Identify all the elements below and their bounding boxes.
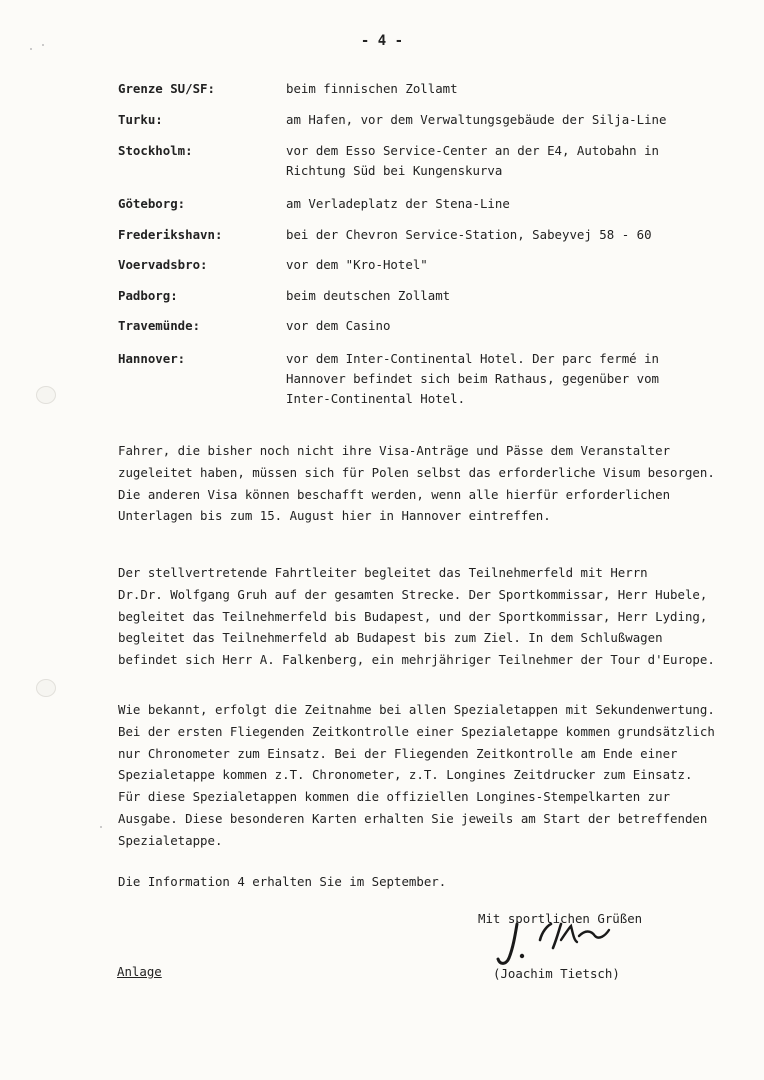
page-number: - 4 - (360, 33, 404, 49)
paragraph-officials: Der stellvertretende Fahrtleiter begleitet das Teilnehmerfeld mit Herrn Dr.Dr. Wolfgang Gruh auf der gesamten Strecke. Der Sportkommissar, Herr Hubele, begleitet das Teilnehmerfeld bis Budapest, und der Sportkommissar, Herr Lyding, begleitet das Teilnehmerfeld ab Budapest bis zum Ziel. In dem Schlußwagen befindet sich Herr A. Falkenberg, ein mehrjähriger Teilnehmer der Tour d'Europe. (118, 565, 715, 668)
place-name: Stockholm: (118, 143, 193, 158)
location-row (118, 286, 738, 306)
place-name: Padborg: (118, 288, 178, 303)
paragraph-timing: Wie bekannt, erfolgt die Zeitnahme bei allen Spezialetappen mit Sekundenwertung. Bei der ersten Fliegenden Zeitkontrolle einer Spezialetappe kommen grundsätzlich nur Chronometer zum Einsatz. Bei der Fliegenden Zeitkontrolle am Ende einer Spezialetappe kommen z.T. Chronometer, z.T. Longines Zeitdrucker zum Einsatz. Für diese Spezialetappen kommen die offiziellen Longines-Stempelkarten zur Ausgabe. Diese besonderen Karten erhalten Sie jeweils am Start der betreffenden Spezialetappe. (118, 702, 715, 848)
place-location: vor dem Esso Service-Center an der E4, Autobahn in Richtung Süd bei Kungenskurva (286, 143, 659, 178)
place-name: Voervadsbro: (118, 257, 208, 272)
place-location: am Verladeplatz der Stena-Line (286, 196, 510, 211)
place-location: vor dem "Kro-Hotel" (286, 257, 428, 272)
closing-greeting: Mit sportlichen Grüßen (478, 911, 643, 926)
location-row (118, 141, 738, 181)
location-row (118, 79, 738, 99)
location-row (118, 194, 738, 214)
handwritten-signature (495, 918, 615, 970)
punch-hole (36, 386, 56, 404)
place-name: Frederikshavn: (118, 227, 223, 242)
location-row (118, 316, 738, 336)
place-name: Göteborg: (118, 196, 186, 211)
place-location: beim deutschen Zollamt (286, 288, 451, 303)
place-name: Travemünde: (118, 318, 201, 333)
place-name: Turku: (118, 112, 163, 127)
paragraph-information: Die Information 4 erhalten Sie im September. (118, 874, 447, 889)
place-location: beim finnischen Zollamt (286, 81, 458, 96)
location-row (118, 110, 738, 130)
signer-name: (Joachim Tietsch) (493, 966, 620, 981)
place-location: bei der Chevron Service-Station, Sabeyvej 58 - 60 (286, 227, 652, 242)
place-location: vor dem Inter-Continental Hotel. Der parc fermé in Hannover befindet sich beim Rathaus, gegenüber vom Inter-Continental Hotel. (286, 351, 659, 406)
location-row (118, 349, 738, 409)
place-name: Grenze SU/SF: (118, 81, 215, 96)
place-name: Hannover: (118, 351, 186, 366)
location-list (118, 79, 738, 406)
punch-hole (36, 679, 56, 697)
place-location: am Hafen, vor dem Verwaltungsgebäude der Silja-Line (286, 112, 667, 127)
location-row (118, 225, 738, 245)
location-row (118, 255, 738, 275)
enclosure-label: Anlage (117, 964, 162, 979)
paragraph-visa: Fahrer, die bisher noch nicht ihre Visa-Anträge und Pässe dem Veranstalter zugeleitet haben, müssen sich für Polen selbst das erforderliche Visum besorgen. Die anderen Visa können beschafft werden, wenn alle hierfür erforderlichen Unterlagen bis zum 15. August hier in Hannover eintreffen. (118, 443, 715, 524)
place-location: vor dem Casino (286, 318, 391, 333)
paper-speck (100, 826, 102, 828)
